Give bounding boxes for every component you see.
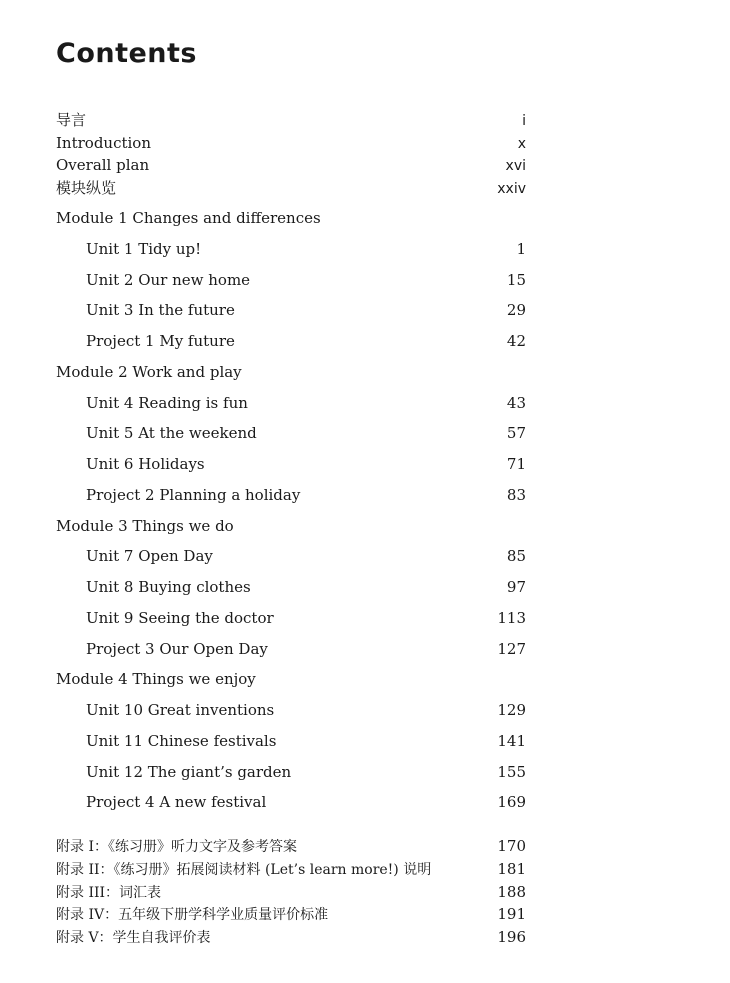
page-number: 97	[506, 578, 526, 596]
page-number: 43	[506, 393, 526, 412]
entry-title: Module 4 Things we enjoy	[56, 670, 256, 689]
page-number: 181	[497, 859, 526, 878]
toc-entry-unit[interactable]	[56, 418, 526, 449]
page-number: 42	[506, 332, 526, 350]
toc-entry-unit[interactable]	[56, 388, 526, 419]
entry-title: Unit 12 The giant’s garden	[86, 762, 292, 781]
page-number: 141	[497, 731, 526, 750]
toc-entry-unit[interactable]	[56, 480, 526, 511]
page-number: 188	[497, 882, 526, 901]
page-number: x	[517, 135, 526, 152]
entry-title: Module 2 Work and play	[56, 362, 242, 381]
page-number: 29	[506, 301, 526, 320]
toc-entry-unit[interactable]	[56, 572, 526, 603]
page-number: 1	[516, 239, 526, 258]
page-title: Contents	[56, 38, 198, 69]
page-number: 113	[497, 608, 526, 627]
entry-title: Project 3 Our Open Day	[86, 639, 268, 658]
entry-title: Module 3 Things we do	[56, 516, 234, 535]
entry-title: Module 1 Changes and differences	[56, 209, 321, 227]
entry-title: 附录 II：《练习册》拓展阅读材料 (Let’s learn more!) 说明	[56, 861, 432, 878]
entry-title: Unit 2 Our new home	[86, 270, 251, 289]
entry-title: Unit 4 Reading is fun	[86, 393, 248, 412]
entry-title: Project 1 My future	[86, 332, 235, 350]
toc-entry-unit[interactable]	[56, 326, 526, 357]
toc-entry-unit[interactable]	[56, 787, 526, 818]
toc-entry-unit[interactable]	[56, 757, 526, 788]
toc-entry-unit[interactable]	[56, 449, 526, 480]
page-number: 127	[497, 639, 526, 658]
page-number: 71	[506, 455, 526, 473]
toc-entry-unit[interactable]	[56, 541, 526, 572]
page-number: 196	[497, 928, 526, 947]
entry-title: Unit 7 Open Day	[86, 547, 213, 566]
toc-entry-appendix[interactable]	[56, 858, 526, 881]
page-number: 85	[506, 547, 526, 566]
module-heading[interactable]	[56, 357, 526, 388]
toc-entry-unit[interactable]	[56, 634, 526, 665]
toc-entry-unit[interactable]	[56, 603, 526, 634]
page-number: 129	[497, 701, 526, 719]
entry-title: 附录 V：学生自我评价表	[56, 930, 211, 947]
toc-entry-appendix[interactable]	[56, 926, 526, 949]
entry-title: Overall plan	[56, 156, 150, 175]
toc-entry-appendix[interactable]	[56, 903, 526, 926]
entry-title: 导言	[56, 111, 87, 129]
module-heading[interactable]	[56, 511, 526, 542]
page-number: 155	[497, 762, 526, 781]
entry-title: Project 4 A new festival	[86, 793, 267, 812]
toc-entry-appendix[interactable]	[56, 881, 526, 904]
entry-title: Unit 6 Holidays	[86, 455, 205, 473]
entry-title: Unit 5 At the weekend	[86, 424, 257, 443]
entry-title: Unit 1 Tidy up!	[86, 239, 202, 258]
entry-title: Unit 3 In the future	[86, 301, 235, 320]
toc-entry-front[interactable]	[56, 132, 526, 155]
module-heading[interactable]	[56, 664, 526, 695]
module-heading[interactable]	[56, 203, 526, 234]
entry-title: Unit 9 Seeing the doctor	[86, 608, 274, 627]
page-number: 83	[506, 485, 526, 504]
page-number: 15	[506, 270, 526, 289]
page-number: xxiv	[497, 180, 526, 197]
page-number: 169	[497, 793, 526, 812]
page-number: xvi	[505, 158, 526, 175]
entry-title: 附录 I：《练习册》听力文字及参考答案	[56, 839, 297, 855]
toc-entry-front[interactable]	[56, 109, 526, 132]
toc-entry-front[interactable]	[56, 177, 526, 200]
entry-title: 附录 III：词汇表	[56, 884, 162, 901]
page-number: i	[522, 113, 526, 129]
toc-entry-unit[interactable]	[56, 695, 526, 726]
page-number: 191	[497, 905, 526, 924]
entry-title: 模块纵览	[56, 178, 117, 197]
toc-entry-unit[interactable]	[56, 265, 526, 296]
entry-title: Project 2 Planning a holiday	[86, 485, 301, 504]
entry-title: Unit 8 Buying clothes	[86, 578, 251, 596]
toc-entry-unit[interactable]	[56, 234, 526, 265]
entry-title: Unit 11 Chinese festivals	[86, 731, 277, 750]
page-number: 170	[497, 837, 526, 855]
entry-title: Unit 10 Great inventions	[86, 701, 275, 719]
entry-title: 附录 IV：五年级下册学科学业质量评价标准	[56, 907, 329, 924]
toc-entry-unit[interactable]	[56, 726, 526, 757]
toc-entry-front[interactable]	[56, 154, 526, 177]
toc-entry-appendix[interactable]	[56, 835, 526, 858]
page-number: 57	[506, 424, 526, 443]
entry-title: Introduction	[56, 133, 151, 152]
toc-entry-unit[interactable]	[56, 295, 526, 326]
